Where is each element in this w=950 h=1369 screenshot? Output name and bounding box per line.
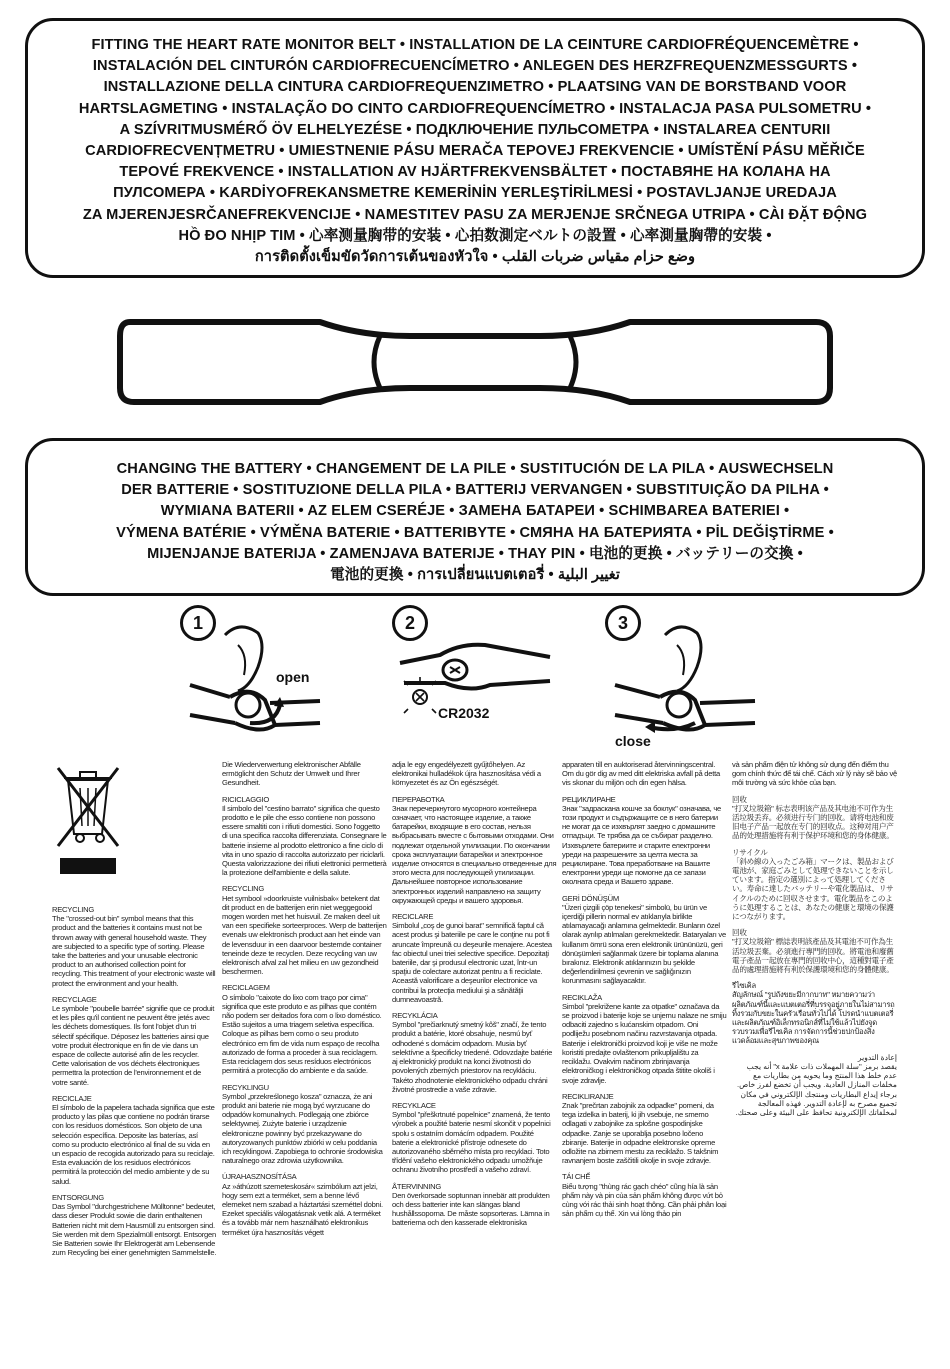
section-text: apparaten till en auktoriserad återvinningscentral. Om du gör dig av med ditt elektriska avfall på detta vis skonar du miljön och din egen hälsa. [562,760,720,788]
recycling-section [562,1172,727,1218]
battery-line: WYMIANA BATERII • AZ ELEM CSERÉJE • ЗАМЕНА БАТАРЕИ • SCHIMBAREA BATERIEI • [160,503,790,520]
step-1 [180,605,340,745]
recycling-section [222,884,387,976]
section-text: adja le egy engedélyezett gyűjtőhelyen. Az elektronikai hulladékok újra hasznosítása védi a környezetet és az Ön egészségét. [392,760,541,788]
fitting-title [56,35,894,268]
section-heading: RECYKLACE [392,1100,436,1110]
recycling-section [222,983,387,1075]
recycling-section [732,760,897,788]
recycling-section [222,1083,387,1166]
recycling-section [392,795,557,905]
battery-line: 電池的更換 • การเปลี่ยนแบตเตอรี่ • تغيير البلية [330,567,620,584]
section-heading: RECIKLIRANJE [562,1091,614,1101]
section-text: Знак перечеркнутого мусорного контейнера означает, что настоящее изделие, а также батарейки, входящие в его состав, нельзя выбрасывать вместе с бытовыми отходами. Они подлежат отдельной утилизации. По окончании срока эксплуатации батарейки и электронное изделие относятся в специально отведенные для этого места для последующей утилизации. Дальнейшее повторное использование электронных изделий направлено на защиту окружающей среды и вашего здоровья. [392,803,557,905]
section-heading: リサイクル [732,847,768,857]
battery-title [56,459,894,586]
fitting-line: การติดตั้งเข็มขัดวัดการเต้นของหัวใจ • وضع حزام مقياس ضربات القلب [254,249,696,266]
step-2 [390,605,555,725]
section-heading: ÅTERVINNING [392,1181,442,1191]
recycling-section [52,905,217,988]
recycling-column-5 [732,760,897,1124]
open-cover-illustration [180,605,340,745]
section-text: O símbolo "caixote do lixo com traço por cima" significa que este produto e as pilhas que contém não podem ser deitados fora com o lixo doméstico. Estão sujeitos a uma triagem seletiva específica. Coloque as pilhas bem como o seu produto electrónico em fim de vida num espaço de recolha autorizado de forma a proceder à sua reciclagem. Esta reciclagem dos seus resíduos electrónicos permitirá a protecção do ambiente e da saúde. [222,992,382,1076]
section-heading: RECYKLINGU [222,1082,269,1092]
fitting-line: INSTALLAZIONE DELLA CINTURA CARDIOFREQUENZIMETRO • PLAATSING VAN DE BORSTBAND VOOR [103,79,847,96]
section-heading: РЕЦИКЛИРАНЕ [562,794,616,804]
step-number: 3 [605,605,641,641]
recycling-column-2 [222,760,387,1244]
section-text: Biểu tượng "thùng rác gạch chéo" cũng hía là sản phẩm này và pin của sản phẩm không được vứt bỏ cùng với rác thải sinh hoạt thông. Cần phải phân loại sản phẩm cụ thể. Xin vui lòng thảo pin [562,1181,727,1219]
section-heading: إعادة التدوير [857,1052,897,1062]
recycling-section [732,981,897,1045]
recycling-section [392,1011,557,1094]
recycling-section [562,760,727,788]
fitting-line: HỒ ĐO NHỊP TIM • 心率测量胸带的安装 • 心拍数測定ベルトの設置 • 心率測量胸帶的安裝 • [178,227,772,244]
section-heading: RECICLAGEM [222,983,270,993]
section-heading: RECICLAJE [52,1093,92,1103]
close-label: close [615,733,651,749]
section-text: Знак "задраскана кошче за боклук" означава, че този продукт и съдържащите се в него батерии не могат да се изхвърлят заедно с домашните отпадъци. Те трябва да се събират разделно. Изхвърлете батериите и старите електронни уреди на разрешените за целта места за рециклиране. Това преработване на Вашите електронни уреди ще помогне да се запази околната среда и Вашето здраве. [562,803,722,887]
step-3 [605,605,775,755]
section-heading: 回收 [732,794,747,804]
recycling-section [392,760,557,788]
section-heading: RECYCLING [52,905,95,914]
section-text: 「斜め線の入ったごみ箱」マークは、製品および電池が、家庭ごみとして処理できないことを示しています。指定の選別によって処理してください。寿命に達したバッテリーや電化製品は、リサイクルのために回収させます。電化製品をこのように処理することは、あなたの健康と環境の保護につながります。 [732,856,894,922]
section-text: Het symbool »doorkruiste vuilnisbak« betekent dat dit product en de batterijen erin niet weggegooid mogen worden met het huisvuil. Ze maken deel uit van een specifieke sorteerproces. Werp de batterijen evenals uw elektronisch product aan het einde van de levensduur in een daarvoor bestemde container teneinde deze te recyclen. Deze recycling van uw elektronisch afval zal het milieu en uw gezondheid beschermen. [222,893,387,977]
fitting-line: INSTALACIÓN DEL CINTURÓN CARDIOFRECUENCÍMETRO • ANLEGEN DES HERZFREQUENZMESSGURTS • [92,58,858,75]
recycling-section [562,1092,727,1166]
section-text: The "crossed-out bin" symbol means that this product and the batteries it contains must not be thrown away with general household waste. They are subjected to a specific type of sorting. Please take the batteries and your unusable electronic product to an authorised collection point for recycling. This treatment of your electronic waste will protect the environment and your health. [52,914,216,988]
fitting-line: TEPOVÉ FREKVENCE • INSTALLATION AV HJÄRTFREKVENSBÄLTET • ПОСТАВЯНЕ НА КОЛАНА НА [119,164,831,181]
section-heading: RECICLARE [392,912,434,922]
fitting-line: ПУЛСОМЕРА • KARDİYOFREKANSMETRE KEMERİNİN YERLEŞTİRİLMESİ • POSTAVLJANJE UREDAJA [113,185,837,202]
section-text: Die Wiederverwertung elektronischer Abfälle ermöglicht den Schutz der Umwelt und Ihrer Gesundheit. [222,760,361,788]
fitting-header-box [25,18,925,278]
fitting-line: HARTSLAGMETING • INSTALAÇÃO DO CINTO CARDIOFREQUENCÍMETRO • INSTALACJA PASA PULSOMETRU • [78,100,872,117]
recycling-section [52,1193,217,1257]
section-text: Il simbolo del "cestino barrato" significa che questo prodotto e le pile che esso contiene non possono essere smaltiti con i rifiuti domestici. Sono l'oggetto di una specifica raccolta differenziata. Consegnare le batterie insieme al prodotto elettronico a fine ciclo di vita in uno spazio di raccolta autorizzato per riciclarli. Questa valorizzazione dei rifiuti elettronici permetterà la protezione dell'ambiente e della salute. [222,803,387,878]
section-text: Symbol "přeškrtnuté popelnice" znamená, že tento výrobek a použité baterie nesmí skončit v popelnici spolu s ostatním domácím odpadem. Použité baterie a elektronické přístroje odnesete do autorizovaného sběrného místa pro recyklaci. Toto třídění vašeho elektronického odpadu umožňuje ochranu životního prostředí a vašeho zdraví. [392,1110,551,1175]
recycling-section [392,912,557,1004]
section-text: يقصد برمز "سلة المهملات ذات علامة x" أنه يجب عدم خلط هذا المنتج وما يحويه من بطاريات مع مخلفات المنازل العادية. ويجب أن تخضع لفرز خاص. برجاء إيداع البطاريات ومنتجك الإلكتروني في مكان تجميع مصرح به لإعادة التدوير. فهذه المعالجة لمخلفاتك الإلكترونية تحافظ على البيئة وعلى صحتك. [735,1061,897,1117]
fitting-line: FITTING THE HEART RATE MONITOR BELT • INSTALLATION DE LA CEINTURE CARDIOFRÉQUENCEMÈTRE • [91,37,859,53]
recycling-section [222,795,387,878]
battery-type-label: CR2032 [438,705,490,721]
recycling-section [222,1172,387,1236]
section-text: Simbolul „coş de gunoi barat" semnifică faptul că acest produs şi bateriile pe care le conţine nu pot fi aruncate împreună cu deşeurile menajere. Acestea fac obiectul unei triei selective specifice. Depozitaţi bateriile, dar şi produsul electronic uzat, într-un spaţiu de colectare autorizat pentru a fi reciclate. Această valorificare a deşeurilor electronice va contribui la protecţia mediului şi a sănătăţii dumneavoastră. [392,921,552,1004]
section-text: Das Symbol "durchgestrichene Mülltonne" bedeutet, dass dieser Produkt sowie die darin enthaltenen Batterien nicht mit dem Hausmüll zu entsorgen sind. Sie werden mit dem Spezialmüll entsorgt. Entsorgen Sie Batterien sowie Ihr Elektrogerät am Lebensende zum Recycling bei einer genehmigten Sammelstelle. [52,1202,217,1258]
recycling-section [732,795,897,841]
section-text: Den överkorsade soptunnan innebär att produkten och dess batterier inte kan slängas bland hushållssoporna. De måste sopsorteras. Lämna in batterierna och den kasserade elektroniska [392,1190,550,1228]
section-heading: GERİ DÖNÜŞÜM [562,893,619,903]
battery-line: DER BATTERIE • SOSTITUZIONE DELLA PILA • BATTERIJ VERVANGEN • SUBSTITUIÇÃO DA PILHA • [121,482,829,499]
section-heading: RICICLAGGIO [222,794,270,804]
recycling-section [732,928,897,974]
fitting-line: ZA MJERENJESRČANEFREKVENCIJE • NAMESTITEV PASU ZA MERJENJE SRČNEGA UTRIPA • CÀI ĐẶT ĐỘNG [82,206,868,223]
section-text: Simbol "prekrižene kante za otpatke" označava da se proizvod i baterije koje se unjemu nalaze ne smiju odbaciti zajedno s kućanskim otpadom. Oni podliježu posebnom načinu razvrstavanja otpada. Baterije i elektronički proizvod koji je više ne može koristiti predajte ovlaštenom prikupljalištu za reciklažu. Ovakvim načinom zbrinjavanja elektroničkog i elektroničkog otpada štitite okoliš i svoje zdravlje. [562,1001,727,1085]
recycling-section [392,1182,557,1228]
section-text: và sản phẩm điện tử không sử dụng đến điểm thu gom chính thức để tái chế. Cách xử lý này sẽ bảo vệ môi trường và sức khỏe của bạn. [732,760,897,788]
section-heading: รีไซเคิล [732,981,756,991]
battery-line: MIJENJANJE BATERIJA • ZAMENJAVA BATERIJE • THAY PIN • 电池的更换 • バッテリーの交換 • [147,545,803,562]
battery-line: CHANGING THE BATTERY • CHANGEMENT DE LA PILE • SUSTITUCIÓN DE LA PILA • AUSWECHSELN [116,461,834,477]
recycling-section [222,760,387,788]
fitting-line: CARDIOFRECVENȚMETRU • UMIESTNENIE PÁSU MERAČA TEPOVEJ FREKVENCIE • UMÍSTĚNÍ PÁSU MĚŘIČE [85,143,865,160]
section-text: "打叉垃圾箱" 標誌表明該產品及其電池不可作為生活垃圾丟棄。必須進行專門的回收。將電池和廢舊電子產品一起放在專門的回收中心，這種對電子產品的處理措施將有利於保護環境和您的身體健康。 [732,937,894,975]
belt-illustration [110,308,840,418]
recycling-column-4 [562,760,727,1225]
section-text: "打叉垃圾箱" 标志表明该产品及其电池不可作为生活垃圾丢弃。必须进行专门的回收。请将电池和废旧电子产品一起放在专门的回收点。这种对用户产品的处理措施将有利于保护环境和您的身体健康。 [732,803,894,841]
section-heading: ENTSORGUNG [52,1192,104,1202]
section-text: Znak "prečrtan zabojnik za odpadke" pomeni, da tega izdelka in baterij, ki jih vsebuje, ne smemo odlagati v zabojnike za splošne gospodinjske odpadke. Zanje se uporablja posebno ločeno zbiranje. Baterije in odpadne elektronske opreme odložite na zbirnem mestu za reciklažo. S takšnim ravnanjem boste zaščitili okolje in svoje zdravje. [562,1100,719,1166]
recycling-section [562,894,727,986]
section-heading: 回收 [732,928,747,938]
section-text: สัญลักษณ์ "รูปถังขยะมีกากบาท" หมายความว่า ผลิตภัณฑ์นี้และแบตเตอรี่ที่บรรจุอยู่ภายในไม่สามารถทิ้งรวมกับขยะในครัวเรือนทั่วไปได้ โปรดนำแบตเตอรี่และผลิตภัณฑ์อิเล็กทรอนิกส์ที่ไม่ใช้แล้วไปยังจุดรวบรวมเพื่อรีไซเคิล การจัดการนี้ช่วยปกป้องสิ่งแวดล้อมและสุขภาพของคุณ [732,990,895,1046]
section-heading: TÁI CHẾ [562,1172,591,1182]
battery-header-box [25,438,925,596]
section-text: Az »áthúzott szemeteskosár« szimbólum azt jelzi, hogy sem ezt a terméket, sem a benne lévő elemeket nem szabad a háztartási szeméttel dobni. Ezeket speciális válogatásnak vetik alá. A terméket és a tovább már nem használható elektronikus terméket újra hasznosítás végett [222,1181,383,1237]
recycling-section [52,1094,217,1186]
battery-line: VÝMENA BATÉRIE • VÝMĚNA BATERIE • BATTERIBYTE • СМЯНА НА БАТЕРИЯТА • PİL DEĞİŞTİRME • [116,524,834,541]
section-heading: ÚJRAHASZNOSÍTÁSA [222,1172,297,1182]
recycling-section [562,993,727,1085]
section-heading: RECYCLING [222,884,265,894]
recycling-section [732,848,897,922]
section-text: Symbol "prečiarknutý smetný kôš" značí, že tento produkt a batérie, ktoré obsahuje, nesmú byť odhodené s domácim odpadom. Musia byť selektívne a špecificky triedené. Odovzdajte batérie aj elektronický produkt na konci životnosti do povolených zberných priestorov na recykláciu. Takéto zhodnotenie elektronického odpadu chráni životné prostredie a vaše zdravie. [392,1020,553,1094]
recycling-column-3 [392,760,557,1235]
section-text: Symbol „przekreślonego kosza" oznacza, że ani produkt ani baterie nie mogą być wyrzucane do odpadów komunalnych. Podlegają one zbiórce selektywnej. Zużyte baterie i urządzenie elektroniczne powinny być przekazywane do autoryzowanych punktów zbiórki w celu poddania ich recyklingowi. Zapobiega to ochronie środowiska naturalnego oraz zdrowia użytkownika. [222,1091,383,1166]
recycling-section [562,795,727,887]
open-label: open [276,669,310,685]
fitting-line: A SZÍVRITMUSMÉRŐ ÖV ELHELYEZÉSE • ПОДКЛЮЧЕНИЕ ПУЛЬСОМЕТРА • INSTALAREA CENTURII [119,121,831,138]
section-text: "Üzeri çizgili çöp tenekesi" simbolü, bu ürün ve içerdiği pillerin normal ev atıklarıyla birlikte atılamayacağı anlamına gelmektedir. Bunların özel olarak ayrılıp atılmaları gerekmektedir. Bataryaları ve kullanım ömrü sona eren elektronik ürününüzü, geri dönüşümleri sağlanmak üzere bir toplama alanına bırakınız. Elektronik atıklarınızın bu şekilde değerlendirilmesi çevrenin ve sağlığınızın korunmasını sağlayacaktır. [562,902,726,986]
recycling-section [392,1101,557,1175]
section-heading: RECIKLAŽA [562,992,602,1002]
step-number: 1 [180,605,216,641]
section-text: Le symbole "poubelle barrée" signifie que ce produit et les piles qu'il contient ne peuvent être jetés avec les déchets domestiques. Ils font l'objet d'un tri sélectif spécifique. Déposez les batteries ainsi que votre produit électronique en fin de vie dans un espace de collecte autorisé afin de les recycler. Cette valorisation de vos déchets électroniques permettra la protection de l'environnement et de votre santé. [52,1004,215,1087]
crossed-out-bin-icon [52,762,124,880]
section-heading: RECYCLAGE [52,994,97,1004]
recycling-column-1 [52,905,217,1264]
recycling-section [52,995,217,1087]
recycling-section [732,1053,897,1117]
section-heading: RECYKLÁCIA [392,1011,438,1021]
section-text: El símbolo de la papelera tachada significa que este producto y las pilas que contiene no podrán tirarse con los residuos domésticos. Son objeto de una selección específica. Deposite las baterías, así como su producto electrónico al final de su vida en un espacio de recogida autorizado para su reciclaje. Esta evaluación de los residuos electrónicos permitirá la protección del medio ambiente y de su salud. [52,1103,215,1186]
section-heading: ПЕРЕРАБОТКА [392,794,445,804]
step-number: 2 [392,605,428,641]
